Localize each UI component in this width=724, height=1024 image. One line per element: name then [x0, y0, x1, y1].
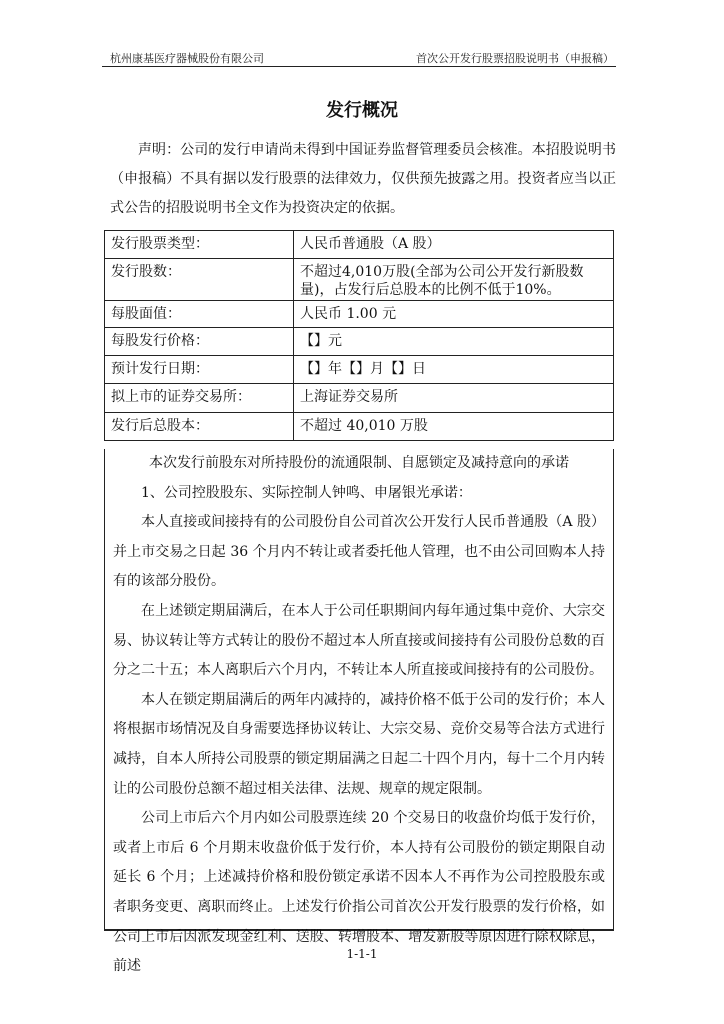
row-value: 【】年【】月【】日	[294, 356, 614, 384]
row-label: 发行股数：	[105, 259, 294, 301]
row-value: 不超过4,010万股(全部为公司公开发行新股数量)，占发行后总股本的比例不低于10%。	[294, 259, 614, 301]
table-row	[105, 231, 614, 259]
row-label: 发行后总股本：	[105, 413, 294, 441]
commitment-paragraph: 本人在锁定期届满后的两年内减持的，减持价格不低于公司的发行价；本人将根据市场情况及自身需要选择协议转让、大宗交易、竞价交易等合法方式进行减持，自本人所持公司股票的锁定期届满之日起二十四个月内，每十二个月内转让的公司股份总额不超过相关法律、法规、规章的规定限制。	[113, 691, 605, 797]
row-label: 发行股票类型：	[105, 231, 294, 259]
table-row	[105, 356, 614, 384]
header-document-title: 首次公开发行股票招股说明书（申报稿）	[416, 52, 614, 65]
table-row	[105, 413, 614, 441]
row-value: 人民币普通股（A 股）	[294, 231, 614, 259]
page-number: 1-1-1	[346, 947, 378, 961]
row-value: 【】元	[294, 328, 614, 356]
table-row	[105, 384, 614, 413]
row-label: 每股面值：	[105, 301, 294, 328]
table-row	[105, 259, 614, 301]
disclaimer-statement: 声明：公司的发行申请尚未得到中国证券监督管理委员会核准。本招股说明书（申报稿）不具有据以发行股票的法律效力，仅供预先披露之用。投资者应当以正式公告的招股说明书全文作为投资决定的依据。	[110, 142, 616, 216]
commitment-paragraph: 在上述锁定期届满后，在本人于公司任职期间内每年通过集中竞价、大宗交易、协议转让等方式转让的股份不超过本人所直接或间接持有公司股份总数的百分之二十五；本人离职后六个月内，不转让本人所直接或间接持有的公司股份。	[113, 602, 605, 679]
table-row	[105, 301, 614, 328]
row-label: 拟上市的证券交易所：	[105, 384, 294, 413]
row-value: 不超过 40,010 万股	[294, 413, 614, 441]
row-value: 人民币 1.00 元	[294, 301, 614, 328]
offering-summary-table	[104, 230, 614, 441]
commitment-paragraph: 本人直接或间接持有的公司股份自公司首次公开发行人民币普通股（A 股）并上市交易之日起 36 个月内不转让或者委托他人管理，也不由公司回购本人持有的该部分股份。	[113, 514, 605, 590]
table-row	[105, 328, 614, 356]
commitment-heading: 本次发行前股东对所持股份的流通限制、自愿锁定及减持意向的承诺	[149, 455, 569, 471]
page-title: 发行概况	[326, 100, 398, 121]
row-label: 预计发行日期：	[105, 356, 294, 384]
row-value: 上海证券交易所	[294, 384, 614, 413]
header-rule	[102, 66, 616, 67]
commitment-paragraph: 公司上市后六个月内如公司股票连续 20 个交易日的收盘价均低于发行价，或者上市后 6 个月期末收盘价低于发行价，本人持有公司股份的锁定期限自动延长 6 个月；上述减持价格和股份锁定承诺不因本人不再作为公司控股股东或者职务变更、离职而终止。上述发行价指公司首次公开发行股票的发行价格，如公司上市后因派发现金红利、送股、转增股本、增发新股等原因进行除权除息，前述	[113, 810, 605, 975]
header-company-name: 杭州康基医疗器械股份有限公司	[110, 52, 264, 65]
row-label: 每股发行价格：	[105, 328, 294, 356]
running-header	[102, 50, 616, 66]
commitment-subheading: 1、公司控股股东、实际控制人钟鸣、申屠银光承诺：	[141, 484, 472, 501]
